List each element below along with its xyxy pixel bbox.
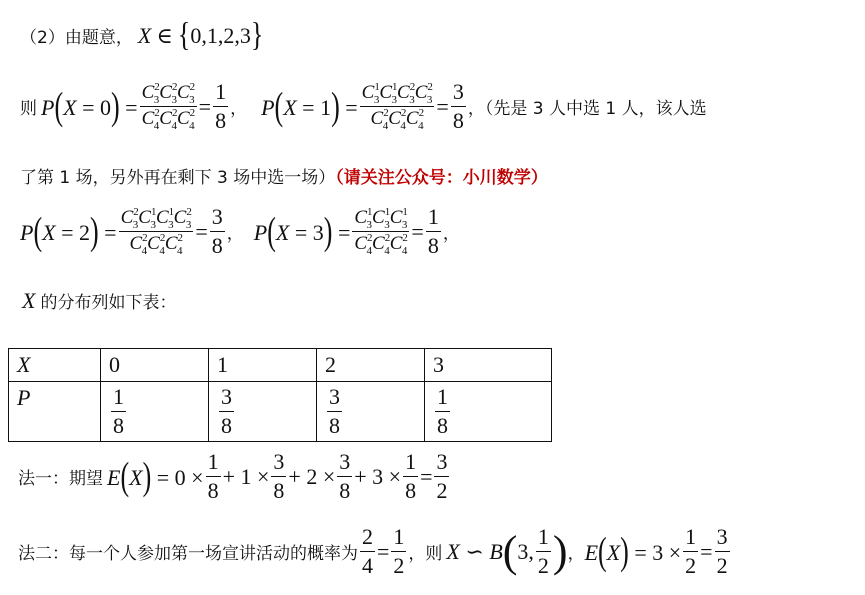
result-p1: $\frac{3}{8}$ bbox=[452, 79, 464, 134]
lhs-p0: P(X = 0) = bbox=[41, 84, 138, 128]
frac-p3: $\frac{C^1_3C^1_3C^1_3}{C^2_4C^2_4C^2_4}$ bbox=[354, 206, 408, 258]
table-cell: $\frac{1}{8}$ bbox=[101, 382, 209, 442]
promo-text: （请关注公众号：小川数学） bbox=[335, 168, 548, 188]
table-cell: $\frac{1}{8}$ bbox=[425, 382, 552, 442]
table-cell: X bbox=[9, 349, 101, 382]
distribution-table bbox=[8, 348, 552, 442]
result-p2: $\frac{3}{8}$ bbox=[211, 204, 223, 259]
result-p0: $\frac{1}{8}$ bbox=[215, 79, 227, 134]
method-one: 法一：期望 E(X) = 0 × $\frac{1}{8}$ + 1 × $\frac{3}{8}$ + 2 × $\frac{3}{8}$ + 3 × $\frac{1}{8}$ = $\frac{3}{2}$ bbox=[18, 449, 448, 504]
table-cell: $\frac{3}{8}$ bbox=[317, 382, 425, 442]
table-row bbox=[9, 382, 552, 442]
explanation-text: 了第 1 场，另外再在剩下 3 场中选一场） bbox=[20, 168, 336, 188]
frac-p2: $\frac{C^2_3C^1_3C^1_3C^2_3}{C^2_4C^2_4C^2_4}$ bbox=[120, 206, 192, 258]
frac-p0: $\frac{C^2_3C^2_3C^2_3}{C^2_4C^2_4C^2_4}$ bbox=[141, 81, 196, 133]
table-cell: 1 bbox=[209, 349, 317, 382]
given-prefix: （2）由题意， bbox=[20, 28, 133, 48]
method-one-label: 法一：期望 bbox=[18, 469, 103, 490]
method-two-tail: ，则 bbox=[408, 544, 443, 565]
dist-intro: X 的分布列如下表： bbox=[22, 288, 177, 313]
var-x: X bbox=[137, 23, 152, 48]
line-explanation bbox=[20, 163, 548, 188]
lead-ze: 则 bbox=[20, 99, 37, 120]
p1-note: ，（先是 3 人中选 1 人，该人选 bbox=[467, 99, 707, 120]
table-cell: 3 bbox=[425, 349, 552, 382]
expectation-lhs: E(X) = 0 × bbox=[107, 454, 204, 498]
table-cell: P bbox=[9, 382, 101, 442]
lhs-p1: P(X = 1) = bbox=[261, 84, 358, 128]
method-two: 法二：每一个人参加第一场宣讲活动的概率为 $\frac{2}{4}$ = $\frac{1}{2}$ ，则 X ∽ B ( 3, $\frac{1}{2}$ ) ， E(X) = 3 × $\frac{1}{2}$ = $\frac{3}{2}$ bbox=[18, 524, 728, 579]
table-cell: 0 bbox=[101, 349, 209, 382]
line-p0-p1: 则 P(X = 0) = $\frac{C^2_3C^2_3C^2_3}{C^2_4C^2_4C^2_4}$ = $\frac{1}{8}$ ， P(X = 1) = $\frac{C^1_3C^1_3C^2_3C^2_3}{C^2_4C^2_4C^2_4}$ = $\frac{3}{8}$ ，（先是 3 人中选 1 人，该人选 bbox=[20, 79, 707, 134]
frac-p1: $\frac{C^1_3C^1_3C^2_3C^2_3}{C^2_4C^2_4C^2_4}$ bbox=[361, 81, 433, 133]
table-cell: 2 bbox=[317, 349, 425, 382]
table-cell: $\frac{3}{8}$ bbox=[209, 382, 317, 442]
in-symbol: ∈ bbox=[156, 23, 173, 48]
line-p2-p3: P(X = 2) = $\frac{C^2_3C^1_3C^1_3C^2_3}{C^2_4C^2_4C^2_4}$ = $\frac{3}{8}$ ， P(X = 3) = $\frac{C^1_3C^1_3C^1_3}{C^2_4C^2_4C^2_4}$ = $\frac{1}{8}$ ， bbox=[20, 204, 460, 259]
value-set: {0,1,2,3} bbox=[177, 15, 264, 54]
line-given bbox=[20, 15, 264, 54]
result-p3: $\frac{1}{8}$ bbox=[427, 204, 439, 259]
lhs-p3: P(X = 3) = bbox=[253, 209, 351, 253]
table-header-row bbox=[9, 349, 552, 382]
method-two-label: 法二：每一个人参加第一场宣讲活动的概率为 bbox=[18, 544, 358, 565]
lhs-p2: P(X = 2) = bbox=[20, 209, 117, 253]
